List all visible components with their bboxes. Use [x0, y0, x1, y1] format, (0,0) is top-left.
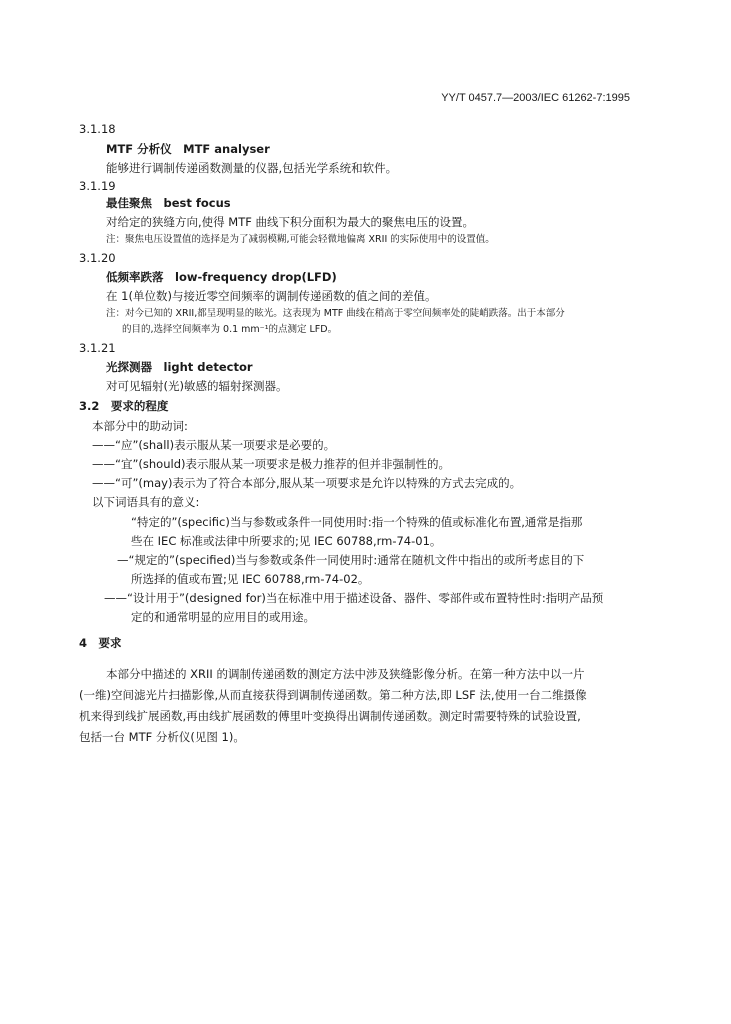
paragraph-line: 包括一台 MTF 分析仪(见图 1)。 — [79, 730, 245, 744]
term-number: 3.1.19 — [79, 179, 116, 193]
paragraph-line: 本部分中描述的 XRII 的调制传递函数的测定方法中涉及狭缝影像分析。在第一种方法中以一片 — [106, 667, 585, 681]
list-item: ——“可”(may)表示为了符合本部分,服从某一项要求是允许以特殊的方式去完成的。 — [92, 476, 522, 490]
term-definition: 能够进行调制传递函数测量的仪器,包括光学系统和软件。 — [106, 161, 398, 175]
definition-line: 所选择的值或布置;见 IEC 60788,rm-74-02。 — [131, 572, 370, 586]
term-note: 注：聚焦电压设置值的选择是为了减弱模糊,可能会轻微地偏离 XRII 的实际使用中的设置值。 — [106, 234, 495, 245]
section-intro: 本部分中的助动词: — [92, 419, 188, 433]
definition-line: 定的和通常明显的应用目的或用途。 — [131, 610, 315, 624]
list-item: ——“宜”(should)表示服从某一项要求是极力推荐的但并非强制性的。 — [92, 457, 450, 471]
term-number: 3.1.20 — [79, 251, 116, 265]
term-number: 3.1.21 — [79, 341, 116, 355]
term-note-continued: 的目的,选择空间频率为 0.1 mm⁻¹的点测定 LFD。 — [122, 324, 338, 335]
header-standard-number: YY/T 0457.7—2003/IEC 61262-7:1995 — [441, 92, 630, 104]
definition-line: ——“设计用于”(designed for)当在标准中用于描述设备、器件、零部件或布置特性时:指明产品预 — [104, 591, 604, 605]
term-title: MTF 分析仪 MTF analyser — [106, 142, 270, 156]
term-note: 注：对今已知的 XRII,都呈现明显的眩光。这表现为 MTF 曲线在稍高于零空间频率处的陡峭跌落。出于本部分 — [106, 308, 565, 319]
term-title: 低频率跌落 low-frequency drop(LFD) — [106, 270, 337, 284]
term-number: 3.1.18 — [79, 122, 116, 136]
list-item: ——“应”(shall)表示服从某一项要求是必要的。 — [92, 438, 336, 452]
term-definition: 在 1(单位数)与接近零空间频率的调制传递函数的值之间的差值。 — [106, 289, 437, 303]
paragraph-line: (一维)空间滤光片扫描影像,从而直接获得到调制传递函数。第二种方法,即 LSF 法,使用一台二维摄像 — [79, 688, 587, 702]
definition-line: 些在 IEC 标准或法律中所要求的;见 IEC 60788,rm-74-01。 — [131, 534, 442, 548]
term-definition: 对给定的狭缝方向,使得 MTF 曲线下积分面积为最大的聚焦电压的设置。 — [106, 215, 475, 229]
term-title: 光探测器 light detector — [106, 360, 253, 374]
section-heading: 3.2 要求的程度 — [79, 399, 169, 413]
definition-line: “特定的”(specific)当与参数或条件一同使用时:指一个特殊的值或标准化布置,通常是指那 — [131, 515, 583, 529]
term-title: 最佳聚焦 best focus — [106, 196, 231, 210]
definition-line: —“规定的”(specified)当与参数或条件一同使用时:通常在随机文件中指出的或所考虑目的下 — [117, 553, 585, 567]
section-following: 以下词语具有的意义: — [92, 495, 200, 509]
paragraph-line: 机来得到线扩展函数,再由线扩展函数的傅里叶变换得出调制传递函数。测定时需要特殊的试验设置, — [79, 709, 581, 723]
term-definition: 对可见辐射(光)敏感的辐射探测器。 — [106, 379, 288, 393]
section-heading: 4 要求 — [79, 636, 122, 650]
